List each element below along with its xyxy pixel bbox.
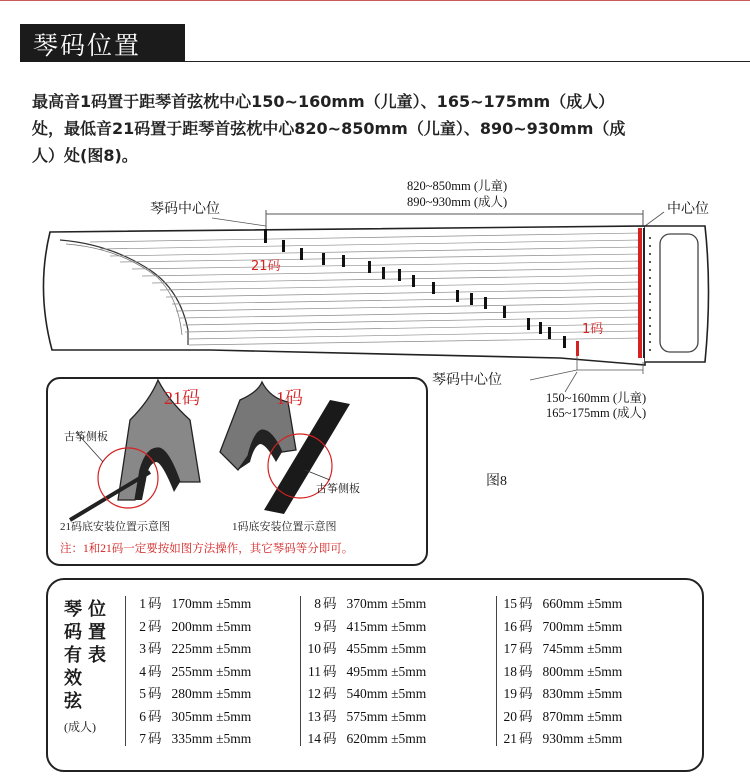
label-nut-center: 中心位 xyxy=(667,201,709,217)
column-divider xyxy=(496,596,497,746)
table-row: 19 码 830mm ±5mm xyxy=(503,686,623,701)
table-column-2 xyxy=(306,592,426,750)
table-row: 4 码 255mm ±5mm xyxy=(139,663,252,679)
table-row: 16 码 700mm ±5mm xyxy=(503,618,623,634)
detail-label-21: 21码 xyxy=(164,388,200,408)
table-row: 8 码 370mm ±5mm xyxy=(314,596,427,611)
label-bridge-center-top: 琴码中心位 xyxy=(150,201,220,217)
dim-bottom-adult: 165~175mm (成人) xyxy=(546,406,647,420)
label-bridge-center-bottom: 琴码中心位 xyxy=(432,372,502,388)
table-column-1 xyxy=(131,592,251,750)
detail-label-1: 1码 xyxy=(276,388,303,408)
intro-line-2: 处，最低音21码置于距琴首弦枕中心820~850mm（儿童）、890~930mm（成 xyxy=(32,119,626,138)
label-bridge-21: 21码 xyxy=(251,259,281,274)
caption-bridge-1: 1码底安装位置示意图 xyxy=(232,521,337,533)
page-title: 琴码位置 xyxy=(33,31,142,60)
caption-bridge-21: 21码底安装位置示意图 xyxy=(60,521,170,533)
table-row: 1 码 170mm ±5mm xyxy=(139,596,252,611)
table-row: 5 码 280mm ±5mm xyxy=(139,686,252,701)
side-panel-label-left: 古筝侧板 xyxy=(64,431,108,443)
table-row: 6 码 305mm ±5mm xyxy=(139,708,252,724)
table-row: 12 码 540mm ±5mm xyxy=(307,686,427,701)
dim-top-children: 820~850mm (儿童) xyxy=(407,179,508,193)
table-row: 9 码 415mm ±5mm xyxy=(314,618,427,634)
intro-line-1: 最高音1码置于距琴首弦枕中心150~160mm（儿童）、165~175mm（成人） xyxy=(32,92,615,111)
table-row: 17 码 745mm ±5mm xyxy=(503,641,623,656)
figure-label: 图8 xyxy=(486,474,507,489)
side-panel-label-right: 古筝侧板 xyxy=(316,483,360,495)
intro-line-3: 人）处(图8)。 xyxy=(32,146,138,165)
table-row: 2 码 200mm ±5mm xyxy=(139,618,252,634)
table-subtitle: (成人) xyxy=(64,720,96,734)
table-row: 20 码 870mm ±5mm xyxy=(503,708,623,724)
column-divider xyxy=(125,596,126,746)
table-row: 7 码 335mm ±5mm xyxy=(139,731,252,746)
table-title-col1: 琴 码 有 效 弦 xyxy=(64,599,82,712)
table-row: 18 码 800mm ±5mm xyxy=(503,663,623,679)
table-row: 14 码 620mm ±5mm xyxy=(307,731,427,746)
table-title-col2: 位 置 表 xyxy=(88,599,106,666)
table-row: 3 码 225mm ±5mm xyxy=(139,641,252,656)
table-row: 10 码 455mm ±5mm xyxy=(307,641,427,656)
label-bridge-1: 1码 xyxy=(582,322,604,337)
installation-note: 注：1和21码一定要按如图方法操作，其它琴码等分即可。 xyxy=(60,543,354,555)
dim-top-adult: 890~930mm (成人) xyxy=(407,195,508,209)
table-row: 21 码 930mm ±5mm xyxy=(503,731,623,746)
table-column-3 xyxy=(502,592,622,750)
dim-bottom-children: 150~160mm (儿童) xyxy=(546,391,647,405)
column-divider xyxy=(300,596,301,746)
table-row: 15 码 660mm ±5mm xyxy=(503,596,623,611)
table-row: 13 码 575mm ±5mm xyxy=(307,708,427,724)
table-row: 11 码 495mm ±5mm xyxy=(308,663,427,679)
